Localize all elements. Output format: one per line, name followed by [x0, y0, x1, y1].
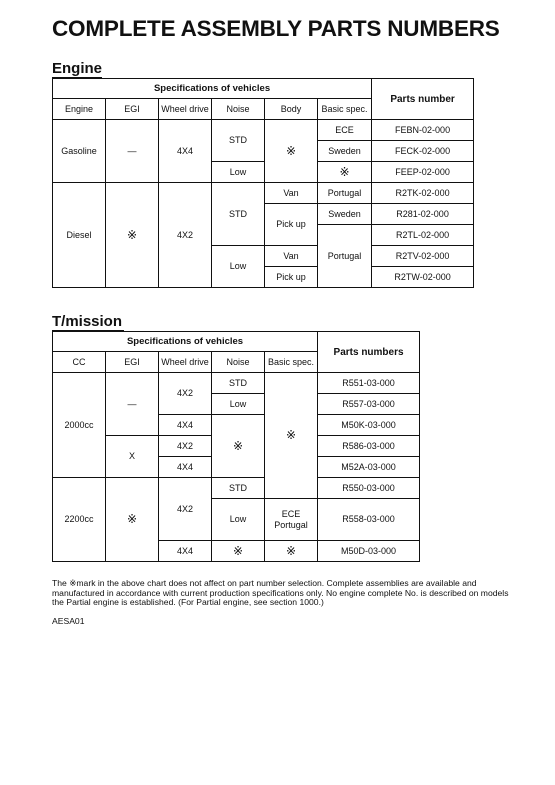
cc-cell: 2000cc — [53, 373, 106, 478]
noise-cell: Low — [212, 394, 265, 415]
basic-spec-cell — [265, 499, 318, 541]
body-cell: Pick up — [265, 204, 318, 246]
wheel-drive-cell: 4X2 — [159, 183, 212, 288]
engine-parts-table — [52, 78, 474, 288]
part-number-cell: R2TL-02-000 — [372, 225, 474, 246]
part-number-cell: R2TW-02-000 — [372, 267, 474, 288]
egi-cell: X — [106, 436, 159, 478]
noise-cell: Low — [212, 162, 265, 183]
basic-spec-cell: ECE — [318, 120, 372, 141]
col-wheel-drive: Wheel drive — [159, 99, 212, 120]
part-number-cell: R281-02-000 — [372, 204, 474, 225]
part-number-cell: R586-03-000 — [318, 436, 420, 457]
egi-cell: ※ — [106, 478, 159, 562]
noise-cell: ※ — [212, 541, 265, 562]
noise-cell: STD — [212, 183, 265, 246]
part-number-cell: M52A-03-000 — [318, 457, 420, 478]
part-number-cell: M50K-03-000 — [318, 415, 420, 436]
part-number-cell: M50D-03-000 — [318, 541, 420, 562]
table-row — [53, 120, 474, 141]
col-body: Body — [265, 99, 318, 120]
part-number-cell: R557-03-000 — [318, 394, 420, 415]
part-number-cell: FECK-02-000 — [372, 141, 474, 162]
basic-spec-cell: ※ — [265, 373, 318, 499]
tmission-parts-table — [52, 331, 420, 562]
wheel-drive-cell: 4X2 — [159, 373, 212, 415]
spec-portugal: Portugal — [274, 519, 308, 530]
col-basic-spec: Basic spec. — [265, 352, 318, 373]
part-number-cell: R551-03-000 — [318, 373, 420, 394]
parts-number-header: Parts number — [372, 79, 474, 120]
basic-spec-cell: ※ — [265, 541, 318, 562]
part-number-cell: R558-03-000 — [318, 499, 420, 541]
col-egi: EGI — [106, 99, 159, 120]
basic-spec-cell: Portugal — [318, 225, 372, 288]
wheel-drive-cell: 4X2 — [159, 436, 212, 457]
part-number-cell: R2TV-02-000 — [372, 246, 474, 267]
basic-spec-cell: Sweden — [318, 141, 372, 162]
document-code: AESA01 — [52, 616, 85, 626]
basic-spec-cell: Portugal — [318, 183, 372, 204]
engine-type-cell: Gasoline — [53, 120, 106, 183]
wheel-drive-cell: 4X4 — [159, 415, 212, 436]
part-number-cell: R2TK-02-000 — [372, 183, 474, 204]
col-wheel-drive: Wheel drive — [159, 352, 212, 373]
basic-spec-cell: Sweden — [318, 204, 372, 225]
egi-cell: — — [106, 120, 159, 183]
table-row — [53, 478, 420, 499]
col-noise: Noise — [212, 99, 265, 120]
col-engine: Engine — [53, 99, 106, 120]
page-title: COMPLETE ASSEMBLY PARTS NUMBERS — [52, 16, 500, 41]
wheel-drive-cell: 4X4 — [159, 120, 212, 183]
cc-cell: 2200cc — [53, 478, 106, 562]
spec-header: Specifications of vehicles — [53, 332, 318, 352]
body-cell: Van — [265, 246, 318, 267]
footnote: The ※mark in the above chart does not affect on part number selection. Complete assemblies are available and manufactured in accordance with current production specifications only. No engine complete No. is described on models the Partial engine is established. (For Partial engine, see section 1000.) — [52, 578, 509, 608]
noise-cell: STD — [212, 373, 265, 394]
spec-ece: ECE — [281, 508, 301, 519]
noise-cell: ※ — [212, 415, 265, 478]
col-egi: EGI — [106, 352, 159, 373]
tmission-section-title: T/mission — [52, 313, 123, 330]
col-noise: Noise — [212, 352, 265, 373]
body-cell: ※ — [265, 120, 318, 183]
spec-header: Specifications of vehicles — [53, 79, 372, 99]
wheel-drive-cell: 4X4 — [159, 457, 212, 478]
part-number-cell: FEEP-02-000 — [372, 162, 474, 183]
body-cell: Van — [265, 183, 318, 204]
noise-cell: Low — [212, 499, 265, 541]
wheel-drive-cell: 4X2 — [159, 478, 212, 541]
col-cc: CC — [53, 352, 106, 373]
egi-cell: ※ — [106, 183, 159, 288]
part-number-cell: FEBN-02-000 — [372, 120, 474, 141]
parts-numbers-header: Parts numbers — [318, 332, 420, 373]
noise-cell: STD — [212, 478, 265, 499]
wheel-drive-cell: 4X4 — [159, 541, 212, 562]
noise-cell: Low — [212, 246, 265, 288]
table-row — [53, 373, 420, 394]
engine-type-cell: Diesel — [53, 183, 106, 288]
engine-section-title: Engine — [52, 60, 103, 77]
egi-cell: — — [106, 373, 159, 436]
noise-cell: STD — [212, 120, 265, 162]
table-row — [53, 183, 474, 204]
col-basic-spec: Basic spec. — [318, 99, 372, 120]
body-cell: Pick up — [265, 267, 318, 288]
part-number-cell: R550-03-000 — [318, 478, 420, 499]
basic-spec-cell: ※ — [318, 162, 372, 183]
